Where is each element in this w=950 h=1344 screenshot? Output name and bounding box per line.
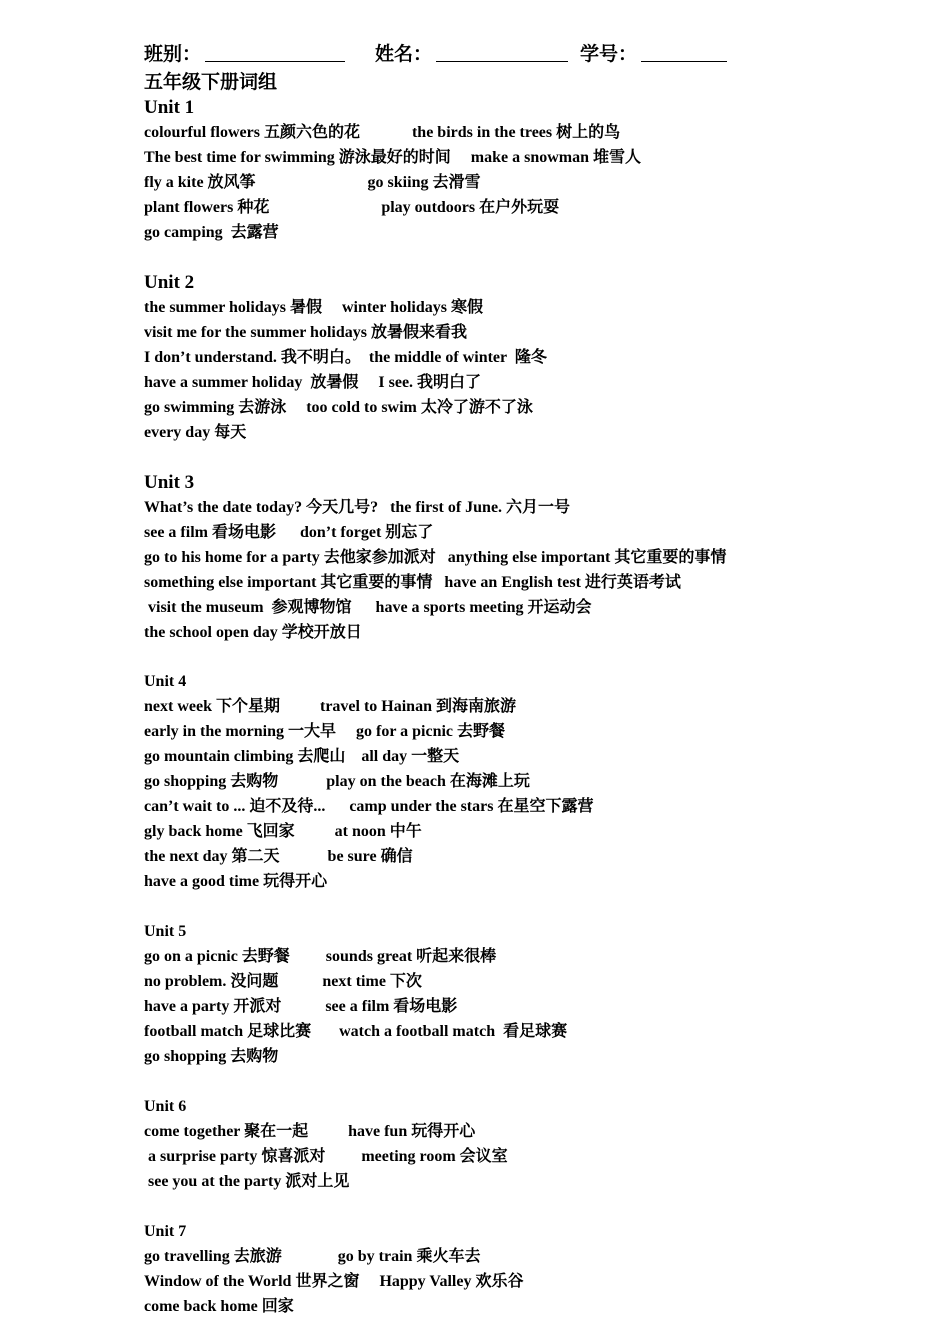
phrase-line: next week 下个星期 travel to Hainan 到海南旅游 xyxy=(144,698,516,716)
phrase-line: can’t wait to ... 迫不及待... camp under the stars 在星空下露营 xyxy=(144,798,594,816)
phrase-line: go shopping 去购物 play on the beach 在海滩上玩 xyxy=(144,773,530,791)
phrase-line: see a film 看场电影 don’t forget 别忘了 xyxy=(144,523,434,541)
phrase-line: go swimming 去游泳 too cold to swim 太冷了游不了泳 xyxy=(144,398,533,416)
phrase-line: have a party 开派对 see a film 看场电影 xyxy=(144,998,458,1016)
phrase-line: come together 聚在一起 have fun 玩得开心 xyxy=(144,1122,476,1140)
unit-title: Unit 2 xyxy=(144,271,195,293)
phrase-line: I don’t understand. 我不明白。 the middle of winter 隆冬 xyxy=(144,348,547,366)
number-label: 学号： xyxy=(580,44,638,65)
phrase-line: the summer holidays 暑假 winter holidays 寒假 xyxy=(144,298,483,316)
name-label: 姓名： xyxy=(375,44,433,65)
phrase-line: gly back home 飞回家 at noon 中午 xyxy=(144,823,422,841)
phrase-line: have a summer holiday 放暑假 I see. 我明白了 xyxy=(144,373,482,391)
phrase-line: plant flowers 种花 play outdoors 在户外玩耍 xyxy=(144,199,560,216)
class-blank xyxy=(205,43,345,62)
document-title: 五年级下册词组 xyxy=(144,72,278,93)
phrase-line: fly a kite 放风筝 go skiing 去滑雪 xyxy=(144,174,481,191)
phrase-line: The best time for swimming 游泳最好的时间 make a snowman 堆雪人 xyxy=(144,149,642,166)
phrase-line: Window of the World 世界之窗 Happy Valley 欢乐谷 xyxy=(144,1272,524,1290)
unit-title: Unit 4 xyxy=(144,673,187,691)
worksheet xyxy=(144,40,904,1319)
unit-title: Unit 1 xyxy=(144,97,195,118)
phrase-line: the school open day 学校开放日 xyxy=(144,623,362,641)
unit-title: Unit 5 xyxy=(144,923,187,941)
phrase-line: go to his home for a party 去他家参加派对 anything else important 其它重要的事情 xyxy=(144,548,727,566)
student-info-header xyxy=(144,40,904,70)
class-label: 班别： xyxy=(144,44,202,65)
unit-title: Unit 3 xyxy=(144,471,195,493)
unit-title: Unit 6 xyxy=(144,1097,187,1115)
phrase-line: visit the museum 参观博物馆 have a sports meeting 开运动会 xyxy=(144,598,592,616)
phrase-line: colourful flowers 五颜六色的花 the birds in the trees 树上的鸟 xyxy=(144,124,621,141)
phrase-line: a surprise party 惊喜派对 meeting room 会议室 xyxy=(144,1147,508,1165)
phrase-line: see you at the party 派对上见 xyxy=(144,1172,350,1190)
phrase-line: come back home 回家 xyxy=(144,1297,294,1315)
unit-title: Unit 7 xyxy=(144,1222,187,1240)
phrase-line: go on a picnic 去野餐 sounds great 听起来很棒 xyxy=(144,948,497,966)
number-blank xyxy=(641,43,727,62)
phrase-line: the next day 第二天 be sure 确信 xyxy=(144,848,413,866)
phrase-line: go camping 去露营 xyxy=(144,224,279,241)
phrase-line: no problem. 没问题 next time 下次 xyxy=(144,973,422,991)
phrase-line: go shopping 去购物 xyxy=(144,1048,279,1066)
phrase-line: have a good time 玩得开心 xyxy=(144,873,328,891)
phrase-line: visit me for the summer holidays 放暑假来看我 xyxy=(144,323,467,341)
phrase-line: football match 足球比赛 watch a football match 看足球赛 xyxy=(144,1023,568,1041)
phrase-line: go mountain climbing 去爬山 all day 一整天 xyxy=(144,748,460,766)
phrase-line: every day 每天 xyxy=(144,423,247,441)
phrase-line: What’s the date today? 今天几号? the first of June. 六月一号 xyxy=(144,498,571,516)
phrase-line: early in the morning 一大早 go for a picnic 去野餐 xyxy=(144,723,506,741)
name-blank xyxy=(436,43,568,62)
phrase-line: something else important 其它重要的事情 have an English test 进行英语考试 xyxy=(144,573,681,591)
phrase-line: go travelling 去旅游 go by train 乘火车去 xyxy=(144,1247,481,1265)
